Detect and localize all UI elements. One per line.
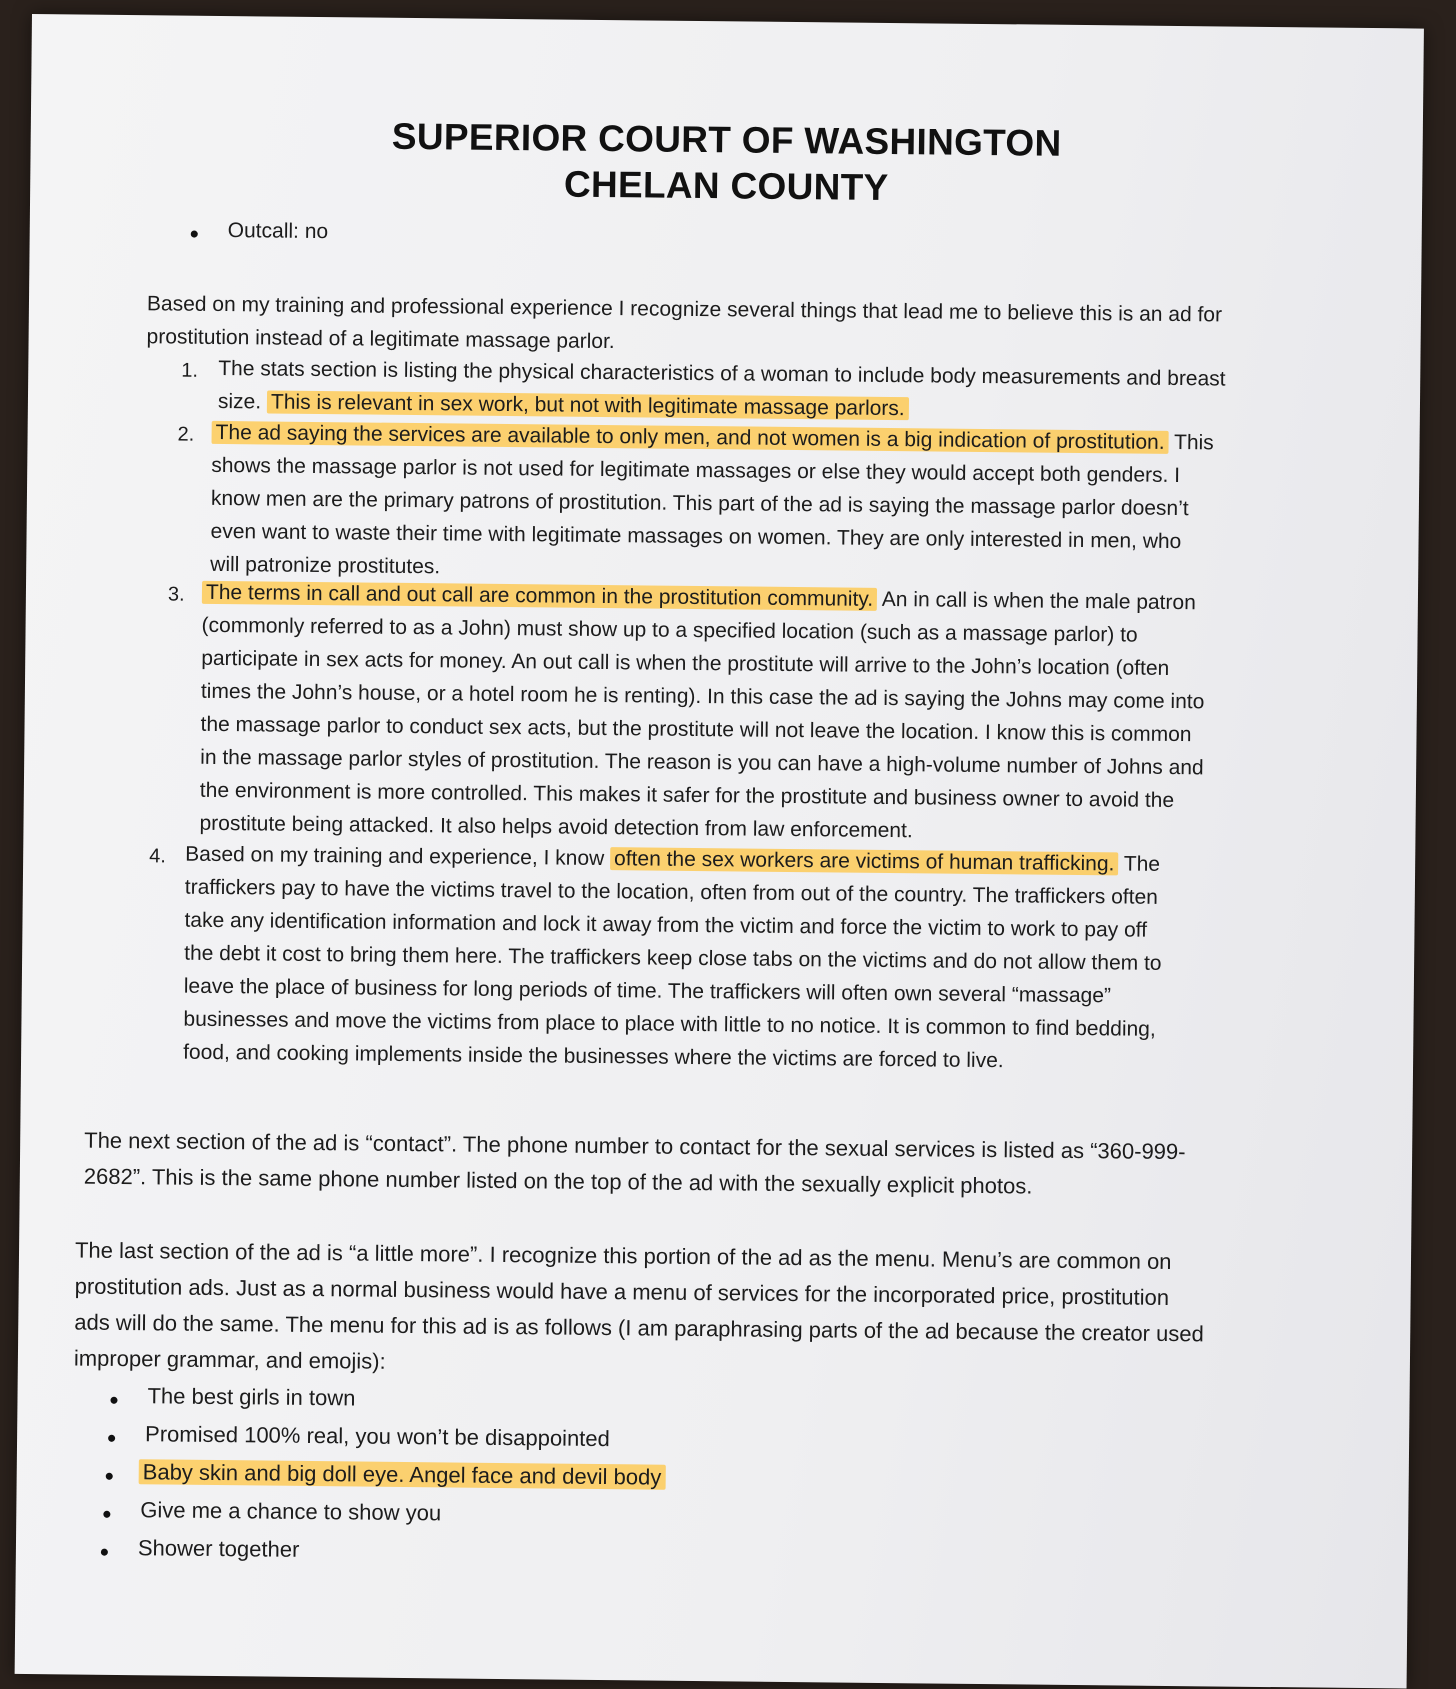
text-line: Based on my training and professional experience I recognize several things that lead me to believe this is an ad for [146, 292, 1223, 327]
text-line: in the massage parlor styles of prostitution. The reason is you can have a high-volume number of Johns and [200, 745, 1204, 780]
text-line: prostitution instead of a legitimate massage parlor. [146, 325, 615, 354]
text-line: shows the massage parlor is not used for legitimate massages or else they would accept both genders. I [211, 453, 1181, 488]
list-number: 4. [149, 845, 166, 868]
text-line: (commonly referred to as a John) must show up to a specified location (such as a massage parlor) to [201, 613, 1138, 647]
text-line: prostitution ads. Just as a normal business would have a menu of services for the incorporated price, prostitution [74, 1273, 1170, 1310]
highlighted-text: This is relevant in sex work, but not with legitimate massage parlors. [267, 390, 909, 420]
text-line: prostitute being attacked. It also helps avoid detection from law enforcement. [199, 811, 913, 843]
text-line: The last section of the ad is “a little more”. I recognize this portion of the ad as the menu. Menu’s are common on [74, 1237, 1172, 1275]
text-line: traffickers pay to have the victims travel to the location, often from out of the country. The traffickers often [184, 875, 1159, 909]
numbered-item-3 [199, 576, 1205, 850]
highlighted-text: often the sex workers are victims of human trafficking. [610, 847, 1119, 875]
numbered-item-4 [183, 838, 1163, 1079]
list-item: Give me a chance to show you [140, 1497, 442, 1526]
text-line: The next section of the ad is “contact”. The phone number to contact for the sexual services is listed as “360-999- [84, 1127, 1186, 1165]
highlighted-text: Baby skin and big doll eye. Angel face and devil body [139, 1459, 666, 1490]
text-line: The stats section is listing the physical characteristics of a woman to include body measurements and breast [218, 356, 1226, 391]
highlighted-text: The ad saying the services are available to only men, and not women is a big indication of prostitution. [212, 421, 1169, 454]
text-line: the debt it cost to bring them here. The traffickers keep close tabs on the victims and do not allow them to [184, 941, 1162, 975]
list-item: Shower together [137, 1535, 300, 1562]
list-item [139, 1455, 666, 1494]
county-name: CHELAN COUNTY [563, 163, 889, 208]
highlighted-text: The terms in call and out call are common in the prostitution community. [202, 581, 877, 611]
list-number: 3. [167, 583, 185, 606]
bullet-icon: • [99, 1536, 110, 1567]
document-page [15, 14, 1424, 1688]
text-line: times the John’s house, or a hotel room he is renting). In this case the ad is saying the Johns may come into [200, 679, 1205, 714]
text-run: The [1118, 852, 1161, 876]
text-line: 2682”. This is the same phone number listed on the top of the ad with the sexually explicit photos. [83, 1163, 1033, 1199]
text-line: businesses and move the victims from place to place with little to no notice. It is common to find bedding, [183, 1007, 1156, 1041]
text-line: participate in sex acts for money. An out call is when the prostitute will arrive to the John’s location (often [201, 646, 1170, 680]
bullet-icon: • [104, 1460, 114, 1491]
court-name: SUPERIOR COURT OF WASHINGTON [391, 115, 1062, 164]
numbered-item-2 [210, 416, 1214, 591]
bullet-icon: • [102, 1498, 112, 1529]
text-line: ads will do the same. The menu for this ad is as follows (I am paraphrasing parts of the ad because the creator used [74, 1309, 1204, 1347]
text-line: know men are the primary patrons of prostitution. This part of the ad is saying the massage parlor doesn’t [210, 486, 1189, 521]
text-run: Based on my training and experience, I know [185, 842, 611, 871]
court-header [30, 110, 1423, 217]
bullet-icon: • [189, 218, 199, 249]
bullet-icon: • [109, 1384, 119, 1415]
list-number: 1. [181, 359, 199, 382]
list-item: The best girls in town [147, 1383, 356, 1411]
text-line: the environment is more controlled. This makes it safer for the prostitute and business owner to avoid the [199, 778, 1175, 813]
text-run: This [1168, 430, 1214, 455]
text-line: leave the place of business for long periods of time. The traffickers will often own several “massage” [183, 974, 1112, 1008]
text-line: improper grammar, and emojis): [73, 1345, 386, 1374]
list-number: 2. [177, 423, 195, 446]
text-line: food, and cooking implements inside the businesses where the victims are forced to live. [183, 1040, 1004, 1073]
text-line: the massage parlor to conduct sex acts, but the prostitute will not leave the location. I know this is common [200, 712, 1192, 747]
menu-paragraph [74, 1233, 1205, 1389]
contact-paragraph [84, 1123, 1186, 1207]
bullet-icon: • [106, 1422, 117, 1453]
text-line: take any identification information and lock it away from the victim and force the victim to work to pay off [184, 908, 1148, 942]
text-run: size. [217, 389, 268, 414]
list-item: Promised 100% real, you won’t be disappointed [145, 1421, 610, 1452]
text-line: will patronize prostitutes. [210, 552, 441, 579]
text-run: An in call is when the male patron [877, 587, 1196, 615]
outcall-line: Outcall: no [227, 219, 329, 244]
text-line: even want to waste their time with legitimate massages on women. They are only interested in men, who [210, 519, 1182, 554]
